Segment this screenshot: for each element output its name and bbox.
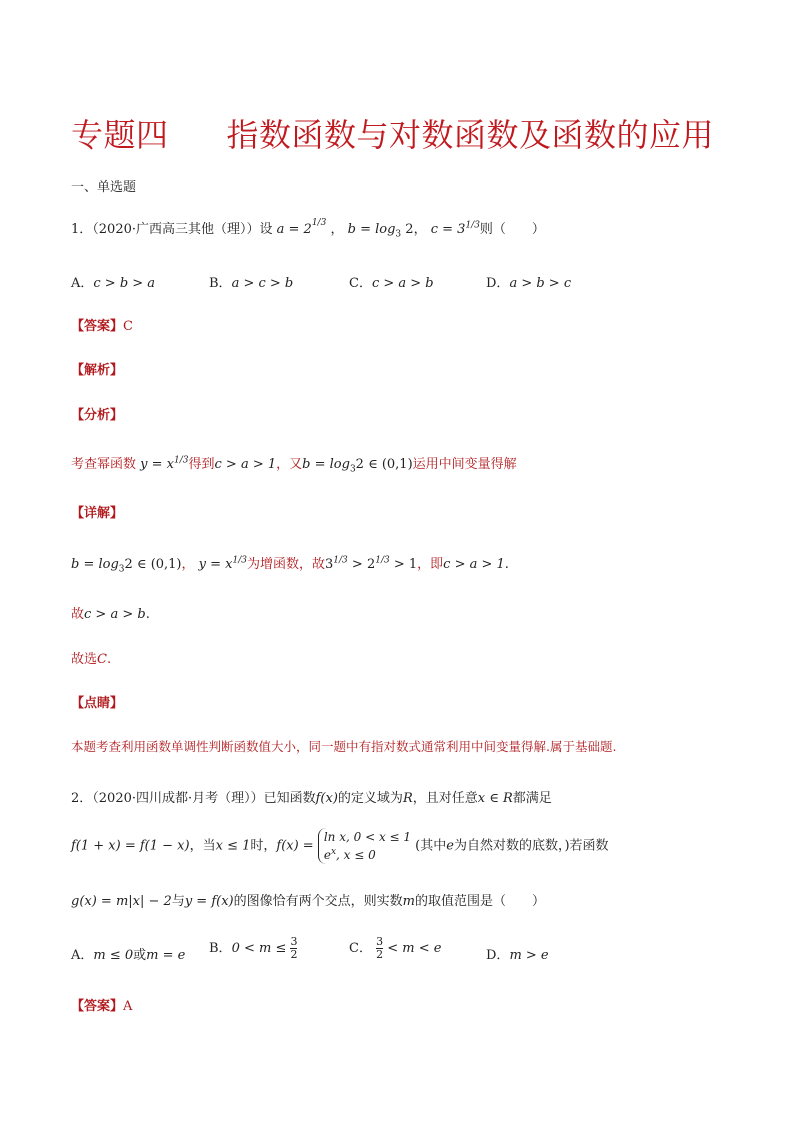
q2-option-d: D．m > e	[486, 948, 549, 963]
title-topic-name: 指数函数与对数函数及函数的应用	[226, 116, 715, 154]
fraction: $\frac{3}{2}$	[290, 935, 298, 961]
q1-conclusion-2: 故选C.	[71, 652, 112, 667]
q2-option-c: C． $\frac{3}{2}$ < m < e	[349, 935, 442, 961]
q1-option-b: B．a > c > b	[209, 276, 294, 291]
page-title	[71, 110, 714, 156]
q1-xiangjie-label: 【详解】	[71, 506, 124, 521]
q2-option-b: B．0 < m ≤ $\frac{3}{2}$	[209, 935, 298, 961]
q1-option-c: C．c > a > b	[349, 276, 434, 291]
fraction: $\frac{3}{2}$	[376, 935, 384, 961]
piecewise-definition: ln x, 0 < x ≤ 1 $e^x$, x ≤ 0	[318, 828, 411, 864]
question-2-line-1: 2．（2020·四川成都·月考（理））已知函数f(x)的定义域为R，且对任意x ∈ R都满足	[71, 791, 552, 806]
q1-fenxi-label: 【分析】	[71, 408, 124, 423]
q1-option-a: A．c > b > a	[71, 276, 156, 291]
section-heading: 一、单选题	[71, 180, 137, 195]
question-1-stem: 1．（2020·广西高三其他（理））设 $a = 2^{1/3}$ ， $b = \log_3 2$， $c = 3^{1/3}$则（ ）	[71, 217, 545, 240]
q1-fenxi-text: 考查幂函数 $y = x^{1/3}$得到c > a > 1，又$b = \log_32$ ∈ (0,1)运用中间变量得解	[71, 455, 517, 475]
question-2-line-2: f(1 + x) = f(1 − x)，当x ≤ 1时，f(x) = ln x, 0 < x ≤ 1 $e^x$, x ≤ 0 (其中e为自然对数的底数，)若函数	[71, 830, 609, 862]
q1-conclusion-1: 故c > a > b.	[71, 607, 150, 622]
title-topic-number: 专题四	[71, 116, 169, 154]
q1-jiexi-label: 【解析】	[71, 363, 124, 378]
q1-dianjing-text: 本题考查利用函数单调性判断函数值大小，同一题中有指对数式通常利用中间变量得解.属于基础题.	[71, 739, 617, 754]
q1-dianjing-label: 【点睛】	[71, 696, 124, 711]
question-2-line-3: g(x) = m|x| − 2与y = f(x)的图像恰有两个交点，则实数m的取值范围是（ ）	[71, 894, 545, 909]
q1-option-d: D．a > b > c	[486, 276, 572, 291]
q1-answer: 【答案】C	[71, 319, 133, 334]
q2-answer: 【答案】A	[71, 999, 133, 1014]
q2-option-a: A．m ≤ 0或m = e	[71, 948, 186, 963]
q1-xiangjie-text: $b = \log_32$ ∈ (0,1)， $y = x^{1/3}$为增函数，故$3^{1/3} > 2^{1/3} > 1$，即c > a > 1.	[71, 555, 509, 575]
